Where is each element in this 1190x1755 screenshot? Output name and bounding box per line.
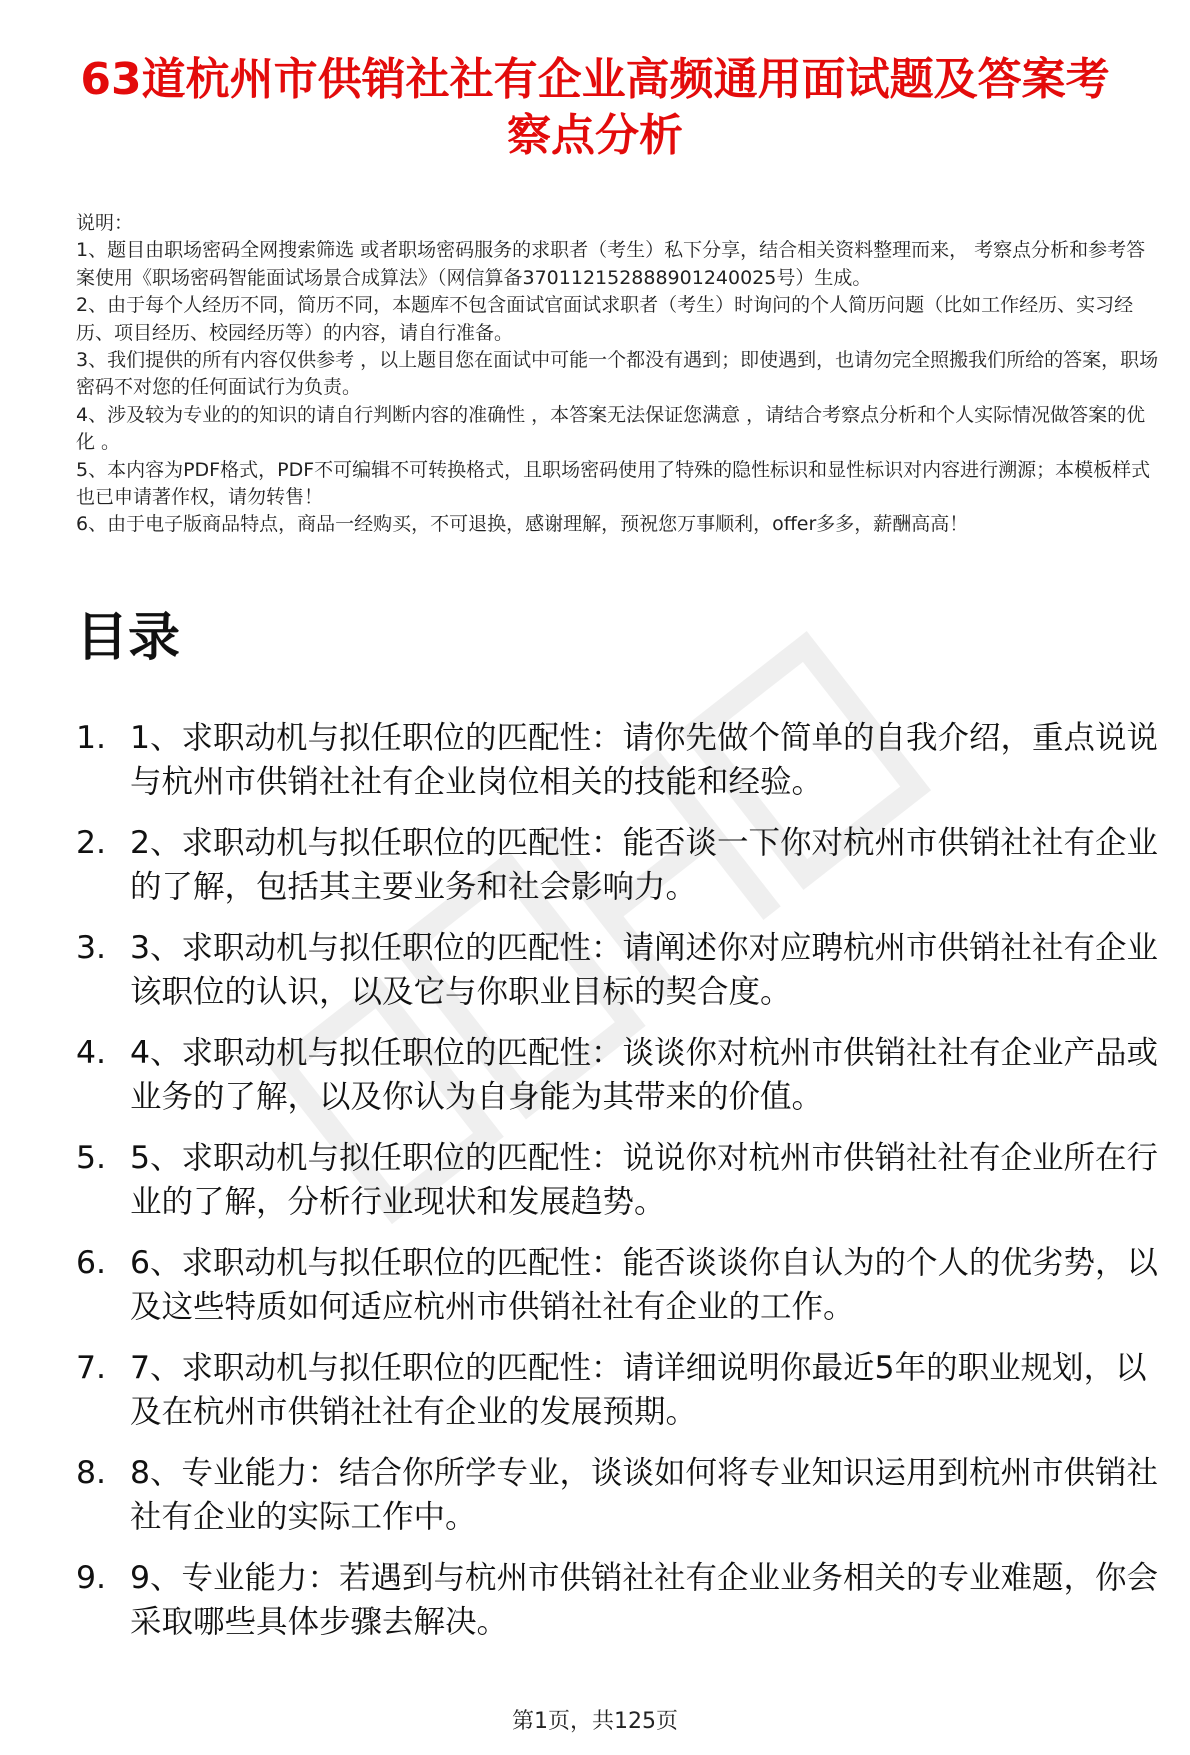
toc-item-text: 1、求职动机与拟任职位的匹配性：请你先做个简单的自我介绍，重点说说与杭州市供销社社有企业岗位相关的技能和经验。 (130, 720, 1159, 800)
toc-item-number: 2. (76, 825, 107, 861)
toc-item-text: 7、求职动机与拟任职位的匹配性：请详细说明你最近5年的职业规划，以及在杭州市供销社社有企业的发展预期。 (130, 1350, 1147, 1430)
note-item: 1、题目由职场密码全网搜索筛选 或者职场密码服务的求职者（考生）私下分享，结合相关资料整理而来， 考察点分析和参考答案使用《职场密码智能面试场景合成算法》（网信算备370112152888901240025号）生成。 (76, 239, 1146, 289)
toc-item-number: 9. (76, 1560, 107, 1596)
toc-item-number: 7. (76, 1350, 107, 1386)
toc-item-number: 5. (76, 1140, 107, 1176)
toc-heading: 目录 (76, 608, 181, 668)
toc-item[interactable] (76, 926, 1166, 1014)
toc-item-number: 6. (76, 1245, 107, 1281)
toc-item-number: 8. (76, 1455, 107, 1491)
toc-item-text: 2、求职动机与拟任职位的匹配性：能否谈一下你对杭州市供销社社有企业的了解，包括其主要业务和社会影响力。 (130, 825, 1159, 905)
toc-item-text: 5、求职动机与拟任职位的匹配性：说说你对杭州市供销社社有企业所在行业的了解，分析行业现状和发展趋势。 (130, 1140, 1159, 1220)
toc-item-text: 4、求职动机与拟任职位的匹配性：谈谈你对杭州市供销社社有企业产品或业务的了解，以及你认为自身能为其带来的价值。 (130, 1035, 1159, 1115)
note-item: 6、由于电子版商品特点，商品一经购买，不可退换，感谢理解，预祝您万事顺利，offer多多，薪酬高高！ (76, 513, 969, 536)
note-item: 4、涉及较为专业的的知识的请自行判断内容的准确性 ，本答案无法保证您满意 ，请结合考察点分析和个人实际情况做答案的优化 。 (76, 403, 1146, 454)
note-item: 5、本内容为PDF格式，PDF不可编辑不可转换格式，且职场密码使用了特殊的隐性标识和显性标识对内容进行溯源；本模板样式也已申请著作权，请勿转售！ (76, 458, 1151, 509)
toc-item-text: 8、专业能力：结合你所学专业，谈谈如何将专业知识运用到杭州市供销社社有企业的实际工作中。 (130, 1455, 1159, 1535)
toc-item-text: 6、求职动机与拟任职位的匹配性：能否谈谈你自认为的个人的优劣势，以及这些特质如何适应杭州市供销社社有企业的工作。 (130, 1245, 1159, 1325)
toc-item[interactable] (76, 716, 1166, 804)
note-item: 3、我们提供的所有内容仅供参考 ，以上题目您在面试中可能一个都没有遇到；即使遇到，也请勿完全照搬我们所给的答案，职场密码不对您的任何面试行为负责。 (76, 349, 1159, 399)
toc-item-number: 1. (76, 720, 107, 756)
page-number-footer: 第1页，共125页 (512, 1709, 678, 1734)
toc-item-text: 3、求职动机与拟任职位的匹配性：请阐述你对应聘杭州市供销社社有企业该职位的认识，以及它与你职业目标的契合度。 (130, 930, 1159, 1010)
toc-item[interactable] (76, 1241, 1166, 1329)
table-of-contents (76, 716, 1166, 1661)
toc-item[interactable] (76, 1451, 1166, 1539)
toc-item[interactable] (76, 1136, 1166, 1224)
toc-item[interactable] (76, 821, 1166, 909)
toc-item[interactable] (76, 1556, 1166, 1644)
toc-item[interactable] (76, 1031, 1166, 1119)
toc-item[interactable] (76, 1346, 1166, 1434)
notes-heading: 说明： (76, 212, 134, 234)
toc-item-number: 3. (76, 930, 107, 966)
disclaimer-notes (76, 210, 1161, 539)
toc-item-text: 9、专业能力：若遇到与杭州市供销社社有企业业务相关的专业难题，你会采取哪些具体步骤去解决。 (130, 1560, 1159, 1640)
note-item: 2、由于每个人经历不同，简历不同，本题库不包含面试官面试求职者（考生）时询问的个人简历问题（比如工作经历、实习经历、项目经历、校园经历等）的内容，请自行准备。 (76, 294, 1134, 344)
document-title: 63道杭州市供销社社有企业高频通用面试题及答案考察点分析 (80, 54, 1110, 161)
toc-item-number: 4. (76, 1035, 107, 1071)
